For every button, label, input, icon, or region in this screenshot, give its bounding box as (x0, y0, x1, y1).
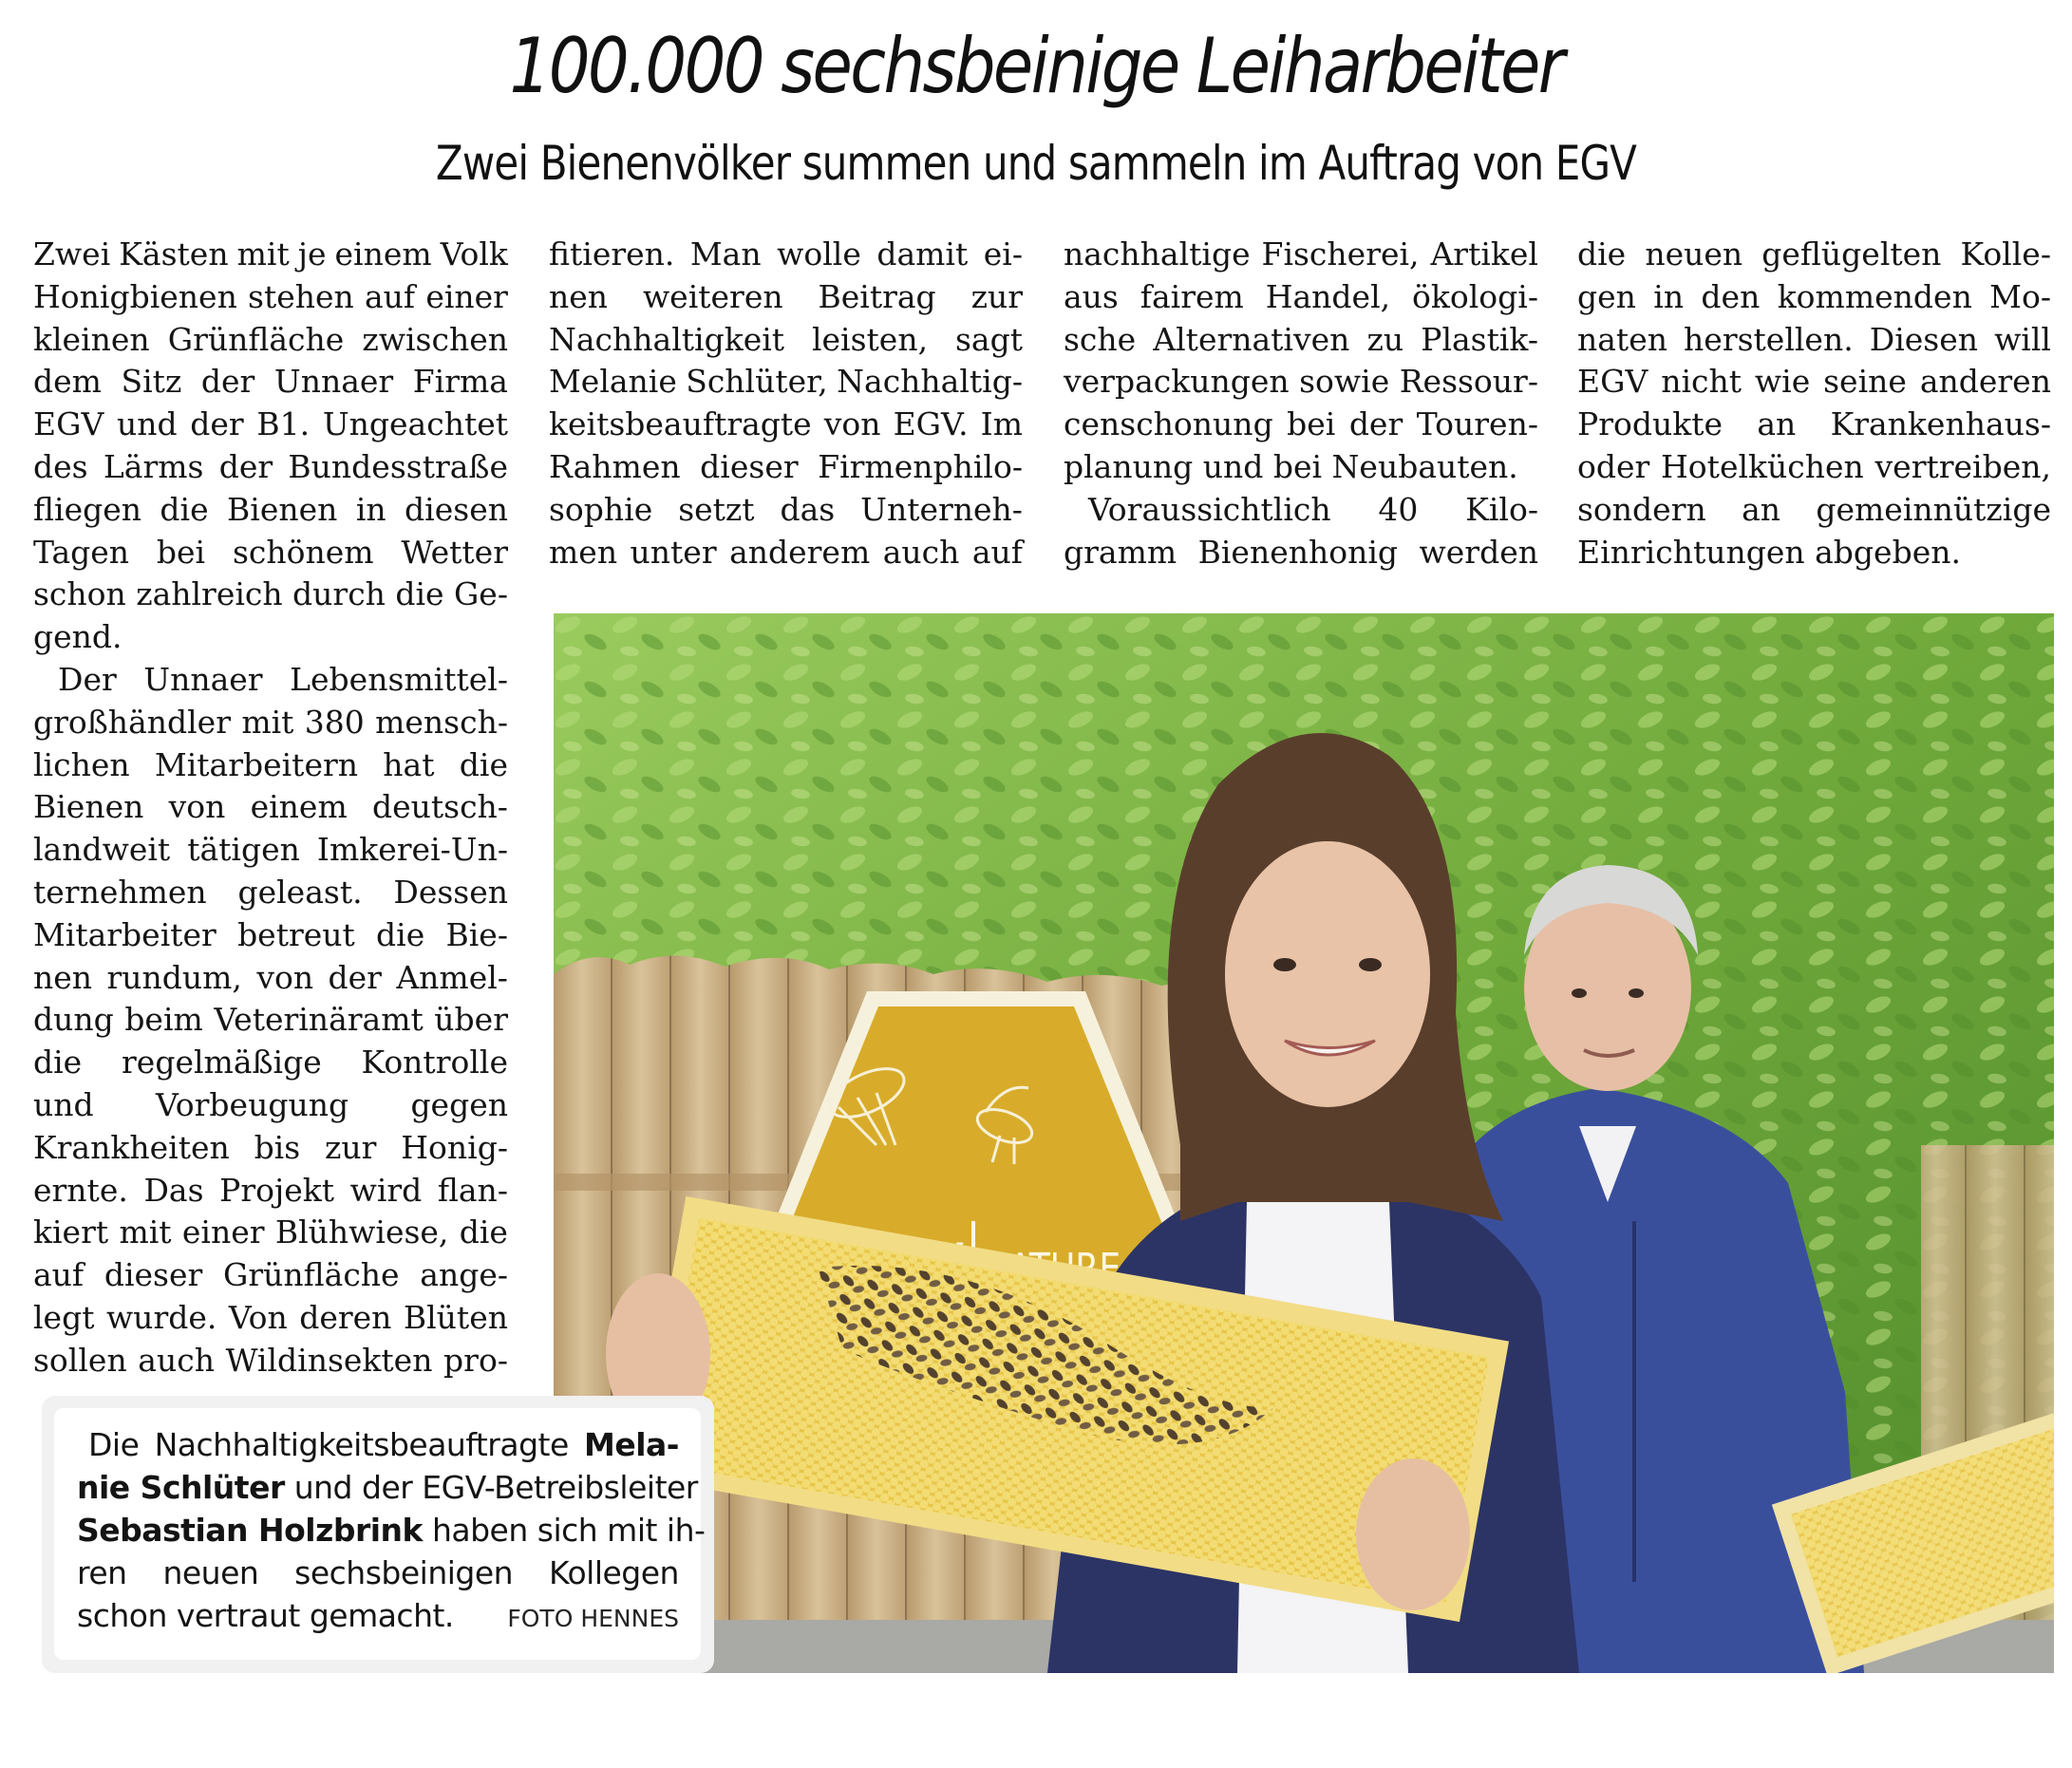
word: mit (241, 703, 294, 741)
word: und (33, 1085, 94, 1123)
article-line (33, 914, 508, 957)
word: über (434, 1001, 508, 1039)
article-line (549, 446, 1023, 489)
article-line (33, 276, 508, 319)
word: Nachhaltig- (837, 363, 1023, 401)
article-line (549, 361, 1023, 404)
word: sagt (954, 320, 1023, 358)
word: unter (630, 533, 717, 571)
word: schönem (232, 533, 374, 571)
article-line (1064, 276, 1538, 319)
caption-name-sebastian: Sebastian Holzbrink (77, 1512, 423, 1549)
word: Voraussichtlich (1088, 490, 1331, 528)
word: will (1994, 320, 2051, 358)
word: oder (1577, 447, 1650, 485)
word: einer (181, 1213, 265, 1251)
word: Firmenphilo- (818, 447, 1023, 485)
word: auf (971, 533, 1023, 571)
article-line (33, 1127, 508, 1170)
word: hat (383, 745, 435, 783)
word: Kästen (119, 235, 229, 273)
word: men (549, 533, 618, 571)
word: die (33, 1044, 83, 1081)
caption-line-4 (77, 1552, 679, 1594)
word: wolle (777, 235, 861, 273)
word: deren (299, 1298, 392, 1336)
word: geflügelten (1761, 235, 1942, 273)
word: Ungeachtet (322, 405, 508, 443)
word: Grünfläche (167, 320, 345, 358)
word: zur (325, 1128, 377, 1166)
article-line (33, 404, 508, 446)
word: Krankheiten (33, 1128, 230, 1166)
word: Lärms (103, 447, 204, 485)
word: Firma (412, 363, 508, 401)
word: ernte. (33, 1171, 128, 1209)
word: diesen (405, 490, 508, 528)
caption-line-5: schon vertraut gemacht. FOTO HENNES (77, 1594, 679, 1637)
caption-line-3: Sebastian Holzbrink haben sich mit ih- (77, 1512, 706, 1549)
word: Unnaer (273, 363, 394, 401)
word: Schlüter, (686, 363, 828, 401)
article-line (33, 786, 508, 829)
word: gemeinnützige (1816, 490, 2051, 528)
word: Kolle- (1960, 235, 2051, 273)
article-line (1064, 404, 1538, 446)
article-line (549, 276, 1023, 319)
word: Unnaer (143, 660, 263, 698)
article-line (33, 1170, 508, 1213)
word: Alternativen (1153, 320, 1350, 358)
word: naten (1577, 320, 1667, 358)
article-photo (554, 613, 2054, 1673)
word: einer (425, 277, 508, 315)
word: keitsbeauftragte (549, 405, 812, 443)
article-line (33, 446, 508, 489)
article-line (33, 489, 508, 532)
subheadline: Zwei Bienenvölker summen und sammeln im Auftrag von EGV (435, 136, 1637, 191)
article-line (33, 872, 508, 914)
article-line (1577, 446, 2051, 489)
word: Bienen (33, 788, 144, 826)
word: B1. (256, 405, 311, 443)
article-line (33, 744, 508, 787)
word: beim (124, 1001, 203, 1039)
article-line (33, 361, 508, 404)
word: sowie (1299, 363, 1390, 401)
article-line (549, 532, 1023, 574)
word: Ge- (453, 575, 508, 613)
article-line (1064, 361, 1538, 404)
word: Der (58, 660, 117, 698)
word: fliegen (33, 490, 142, 528)
word: EGV. (893, 405, 969, 443)
word: sondern (1577, 490, 1706, 528)
word: an (1742, 490, 1781, 528)
word: Fischerei, (1261, 235, 1420, 273)
word: ange- (420, 1256, 508, 1294)
word: Hotelküchen (1661, 447, 1864, 485)
article-line (1577, 234, 2051, 276)
word: kiert (33, 1213, 109, 1251)
word: rundum, (106, 958, 242, 996)
word: Projekt (219, 1171, 334, 1209)
word: nen (33, 958, 93, 996)
word: Diesen (1869, 320, 1979, 358)
word: Das (143, 1171, 204, 1209)
word: Wildinsekten (225, 1341, 433, 1379)
article-line (33, 1340, 508, 1382)
word: Rahmen (549, 447, 681, 485)
word: anderen (1919, 363, 2051, 401)
article-line (1577, 361, 2051, 404)
word: die (160, 490, 209, 528)
word: legt (33, 1298, 95, 1336)
word: Imkerei-Un- (316, 831, 508, 869)
word: betreut (237, 915, 355, 953)
word: mit (119, 1213, 172, 1251)
word: der (328, 958, 382, 996)
article-line (33, 532, 508, 574)
article-line (33, 829, 508, 872)
word: Veterinäramt (214, 1001, 424, 1039)
word: die (459, 745, 508, 783)
photo-caption (54, 1408, 706, 1660)
right-hand (1356, 1458, 1470, 1610)
word: Wetter (401, 533, 508, 571)
word: zwischen (362, 320, 508, 358)
word: Man (689, 235, 762, 273)
word: die (1577, 235, 1627, 273)
word: vertreiben, (1874, 447, 2051, 485)
article-line: planung und bei Neubauten. (1064, 447, 1518, 485)
word: seine (1823, 363, 1907, 401)
word: Unterneh- (860, 490, 1023, 528)
article-line: gend. (33, 618, 122, 656)
word: stehen (248, 277, 354, 315)
word: von (823, 405, 881, 443)
article-line (33, 319, 508, 362)
article-line (33, 1042, 508, 1084)
article-line (33, 1084, 508, 1127)
word: mit (236, 235, 290, 273)
word: zu (1366, 320, 1404, 358)
word: lichen (33, 745, 130, 783)
article-line (549, 234, 1023, 276)
word: gegen (410, 1085, 508, 1123)
word: Bienen (227, 490, 338, 528)
word: Von (228, 1298, 288, 1336)
word: neuen (162, 1554, 259, 1591)
word: der (200, 363, 255, 401)
word: Bie- (445, 915, 508, 953)
word: auch (138, 1341, 215, 1379)
word: Plastik- (1421, 320, 1538, 358)
word: je (297, 235, 327, 273)
article-line (1064, 234, 1538, 276)
word: einem (334, 235, 432, 273)
word: und (116, 405, 178, 443)
word: gen (1577, 277, 1636, 315)
word: auf (364, 277, 416, 315)
word: Blühwiese, (274, 1213, 449, 1251)
word: Im (980, 405, 1023, 443)
word: anderem (729, 533, 871, 571)
word: wird (349, 1171, 423, 1209)
word: weiteren (642, 277, 783, 315)
word: censchonung (1064, 405, 1273, 443)
word: nachhaltige (1064, 235, 1251, 273)
article-line (33, 1297, 508, 1340)
word: das (780, 490, 836, 528)
headline: 100.000 sechsbeinige Leiharbeiter (509, 22, 1563, 110)
word: Artikel (1430, 235, 1538, 273)
word: fairem (1140, 277, 1244, 315)
word: durch (292, 575, 386, 613)
word: wurde. (105, 1298, 217, 1336)
word: Kollegen (548, 1554, 679, 1591)
word: Nachhaltigkeit (549, 320, 785, 358)
word: bei (156, 533, 206, 571)
word: bei (1287, 405, 1336, 443)
word: dung (33, 1001, 114, 1039)
word: tätigen (187, 831, 300, 869)
word: Dessen (393, 873, 508, 911)
word: Touren- (1416, 405, 1538, 443)
word: großhändler (33, 703, 231, 741)
article-line (33, 957, 508, 1000)
word: in (355, 490, 386, 528)
word: EGV (1577, 363, 1648, 401)
word: dieser (700, 447, 799, 485)
word: Grünfläche (222, 1256, 400, 1294)
word: Handel, (1265, 277, 1391, 315)
word: Sitz (121, 363, 182, 401)
article-column-4 (1577, 234, 2051, 574)
caption-name-melanie-part2: nie Schlüter (77, 1469, 285, 1506)
word: landweit (33, 831, 171, 869)
article-line (1577, 319, 2051, 362)
word: 380 (304, 703, 365, 741)
word: 40 (1378, 490, 1419, 528)
word: wie (1754, 363, 1811, 401)
word: die (459, 1213, 508, 1251)
word: Lebensmittel- (290, 660, 508, 698)
word: sche (1064, 320, 1137, 358)
word: leisten, (811, 320, 929, 358)
word: Blüten (403, 1298, 508, 1336)
word: ökologi- (1412, 277, 1538, 315)
article-line (1577, 404, 2051, 446)
word: werden (1419, 533, 1538, 571)
article-line (549, 404, 1023, 446)
word: Krankenhaus- (1830, 405, 2051, 443)
word: Mitarbeitern (154, 745, 359, 783)
word: herstellen. (1684, 320, 1854, 358)
word: kleinen (33, 320, 150, 358)
article-line (1577, 276, 2051, 319)
word: Mitarbeiter (33, 915, 217, 953)
article-line (1064, 319, 1538, 362)
word: Kilo- (1465, 490, 1538, 528)
article-column-3 (1064, 234, 1538, 574)
word: mensch- (375, 703, 508, 741)
word: der (1348, 405, 1403, 443)
article-line (33, 659, 508, 702)
word: an (1757, 405, 1797, 443)
article-line (1577, 489, 2051, 532)
article-column-1 (33, 234, 508, 1382)
word: Bundesstraße (288, 447, 508, 485)
article-line (549, 489, 1023, 532)
word: nicht (1661, 363, 1742, 401)
word: sollen (33, 1341, 127, 1379)
word: Beitrag (818, 277, 936, 315)
word: deutsch- (371, 788, 508, 826)
word: ren (77, 1554, 127, 1591)
word: der (218, 447, 273, 485)
article-line (1064, 532, 1538, 574)
word: ternehmen (33, 873, 207, 911)
word: dieser (104, 1256, 203, 1294)
word: Ressour- (1399, 363, 1538, 401)
word: Bienenhonig (1197, 533, 1399, 571)
word: der (190, 405, 244, 443)
caption-line-1: Die Nachhaltigkeitsbeauftragte Mela- (88, 1426, 679, 1463)
word: Anmel- (396, 958, 508, 996)
word: nen (549, 277, 609, 315)
word: Melanie (549, 363, 677, 401)
word: neuen (1645, 235, 1743, 273)
word: Volk (440, 235, 508, 273)
word: die (376, 915, 425, 953)
article-line (1064, 489, 1538, 532)
word: geleast. (237, 873, 363, 911)
word: auch (882, 533, 960, 571)
word: Honig- (401, 1128, 508, 1166)
word: setzt (678, 490, 755, 528)
word: gramm (1064, 533, 1177, 571)
word: dem (33, 363, 102, 401)
word: Mo- (1989, 277, 2051, 315)
word: verpackungen (1064, 363, 1290, 401)
word: Tagen (33, 533, 130, 571)
word: den (1701, 277, 1761, 315)
word: sechsbeinigen (294, 1554, 514, 1591)
article-line (33, 574, 508, 616)
article-column-2 (549, 234, 1023, 574)
word: zahlreich (136, 575, 283, 613)
caption-name-melanie-part1: Mela- (584, 1426, 679, 1463)
word: aus (1064, 277, 1119, 315)
word: EGV (33, 405, 104, 443)
caption-line-2: nie Schlüter und der EGV-Betreibsleiter (77, 1469, 698, 1506)
word: Vorbeugung (155, 1085, 349, 1123)
word: Honigbienen (33, 277, 237, 315)
word: Zwei (33, 235, 111, 273)
photo-credit: FOTO HENNES (507, 1605, 679, 1632)
article-line (33, 1212, 508, 1254)
word: zur (970, 277, 1023, 315)
article-line (33, 702, 508, 744)
word: bis (254, 1128, 301, 1166)
article-line (33, 999, 508, 1042)
word: auf (33, 1256, 85, 1294)
word: regelmäßige (122, 1044, 322, 1081)
article-line (33, 234, 508, 276)
word: Kontrolle (361, 1044, 508, 1081)
word: in (1653, 277, 1685, 315)
word: einem (250, 788, 348, 826)
word: Produkte (1577, 405, 1724, 443)
word: schon (33, 575, 126, 613)
word: die (395, 575, 444, 613)
word: flan- (437, 1171, 508, 1209)
word: ei- (983, 235, 1023, 273)
word: von (168, 788, 226, 826)
word: damit (876, 235, 969, 273)
article-line: Einrichtungen abgeben. (1577, 533, 1961, 571)
word: des (33, 447, 88, 485)
word: pro- (443, 1341, 508, 1379)
word: von (256, 958, 314, 996)
word: sophie (549, 490, 653, 528)
article-line (549, 319, 1023, 362)
article-line (33, 1254, 508, 1297)
word: kommenden (1777, 277, 1972, 315)
word: fitieren. (549, 235, 675, 273)
